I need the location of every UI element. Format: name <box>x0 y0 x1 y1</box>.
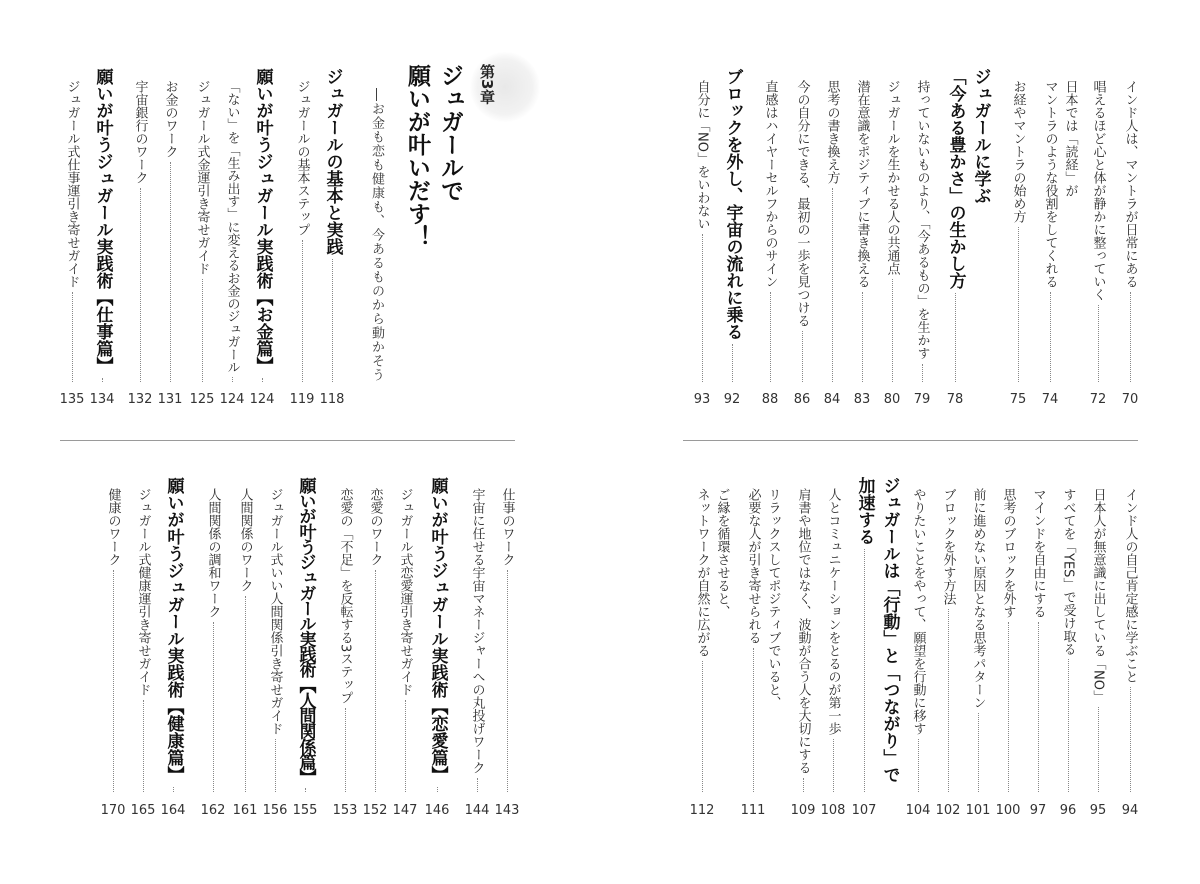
toc-section-heading[interactable] <box>293 477 317 792</box>
page-number: 125 <box>189 392 215 407</box>
toc-entry[interactable] <box>363 488 387 792</box>
toc-entry-title: マントラのような役割をしてくれる <box>1042 80 1058 288</box>
page-number: 86 <box>793 392 811 407</box>
toc-entry-title: お金のワーク <box>162 80 178 158</box>
page-number: 70 <box>1121 392 1139 407</box>
page-number: 72 <box>1089 392 1107 407</box>
chapter-subtitle: ―お金も恋も健康も、今あるものから動かそう <box>369 88 384 382</box>
page-number: 135 <box>59 392 85 407</box>
toc-entry-title: ご縁を循環させると、 <box>714 488 730 618</box>
leader-dots <box>1008 622 1009 792</box>
page-number: 78 <box>946 392 964 407</box>
leader-dots <box>702 661 703 792</box>
page-number: 83 <box>853 392 871 407</box>
toc-entry-title: ジュガールの基本と実践 <box>322 68 343 255</box>
leader-dots <box>753 648 754 792</box>
toc-entry-title: ジュガール式健康運引き寄せガイド <box>135 488 151 696</box>
leader-dots <box>803 778 804 792</box>
toc-entry[interactable] <box>966 488 990 792</box>
page-number: 147 <box>392 803 418 818</box>
toc-entry-title: 願いが叶うジュガール実践術【健康篇】 <box>163 477 184 783</box>
leader-dots <box>833 739 834 792</box>
toc-entry-title: 健康のワーク <box>105 488 121 566</box>
leader-dots <box>770 292 771 382</box>
page-number: 124 <box>249 392 275 407</box>
toc-section-heading[interactable] <box>250 68 274 382</box>
toc-entry[interactable] <box>1056 488 1080 792</box>
toc-entry-title: マインドを自由にする <box>1030 488 1046 618</box>
toc-entry-title: 宇宙銀行のワーク <box>132 80 148 184</box>
toc-entry-title: 人とコミュニケーションをとるのが第一歩 <box>825 488 841 735</box>
page-number: 109 <box>790 803 816 818</box>
toc-entry[interactable] <box>741 488 765 792</box>
toc-entry[interactable] <box>821 488 845 792</box>
page-number: 100 <box>995 803 1021 818</box>
toc-entry[interactable] <box>850 80 874 382</box>
page-number: 74 <box>1041 392 1059 407</box>
leader-dots <box>113 570 114 792</box>
page-number: 131 <box>157 392 183 407</box>
leader-dots <box>1038 622 1039 792</box>
leader-dots <box>864 549 865 792</box>
toc-entry-title: リラックスしてポジティブでいると、 <box>765 488 781 709</box>
leader-dots <box>245 596 246 792</box>
toc-entry-title: インド人の自己肯定感に学ぶこと <box>1122 488 1138 683</box>
toc-entry-title: 「ない」を「生み出す」に変えるお金のジュガール <box>224 80 240 374</box>
toc-entry-title: 肩書や地位ではなく、波動が合う人を大切にする <box>795 488 811 774</box>
page-number: 170 <box>100 803 126 818</box>
page-number: 111 <box>740 803 766 818</box>
page-number: 124 <box>219 392 245 407</box>
toc-entry-title: 日本では「読経」が <box>1062 80 1078 197</box>
toc-entry-title: 今の自分にできる、最初の一歩を見つける <box>794 80 810 327</box>
page-number: 162 <box>200 803 226 818</box>
page-number: 80 <box>883 392 901 407</box>
leader-dots <box>862 292 863 382</box>
toc-section-heading[interactable] <box>852 477 876 792</box>
toc-entry[interactable] <box>820 80 844 382</box>
leader-dots <box>262 378 263 382</box>
page-number: 134 <box>89 392 115 407</box>
leader-dots <box>507 570 508 792</box>
toc-entry[interactable] <box>131 488 155 792</box>
toc-entry-title: 「今ある豊かさ」の生かし方 <box>945 68 966 289</box>
page-number: 95 <box>1089 803 1107 818</box>
toc-entry[interactable] <box>201 488 225 792</box>
toc-entry-title: 必要な人が引き寄せられる <box>745 488 761 644</box>
toc-entry-title: 人間関係のワーク <box>237 488 253 592</box>
toc-entry[interactable] <box>1118 488 1142 792</box>
toc-entry[interactable] <box>495 488 519 792</box>
page-number: 75 <box>1009 392 1027 407</box>
toc-entry-title: 日本人が無意識に出している「NO」 <box>1090 488 1106 703</box>
toc-entry-title: 願いが叶うジュガール実践術【お金篇】 <box>252 68 273 374</box>
toc-section-heading[interactable] <box>720 68 744 382</box>
toc-entry[interactable] <box>1006 80 1030 382</box>
chapter-label: 第3章 <box>478 64 496 105</box>
toc-entry-title: 仕事のワーク <box>499 488 515 566</box>
page-number: 118 <box>319 392 345 407</box>
toc-section-heading[interactable] <box>90 68 114 382</box>
page-number: 156 <box>262 803 288 818</box>
page-number: 161 <box>232 803 258 818</box>
page-number: 146 <box>424 803 450 818</box>
toc-section-heading[interactable] <box>968 68 992 204</box>
toc-entry-title: ジュガール式仕事運引き寄せガイド <box>64 80 80 288</box>
toc-entry[interactable] <box>996 488 1020 792</box>
toc-entry-title: 恋愛のワーク <box>367 488 383 566</box>
leader-dots <box>702 234 703 382</box>
chapter-title-line-2: 願いが叶いだす！ <box>404 64 430 248</box>
leader-dots <box>375 570 376 792</box>
toc-entry[interactable] <box>906 488 930 792</box>
toc-entry-title: 思考の書き換え方 <box>824 80 840 184</box>
leader-dots <box>332 259 333 382</box>
toc-entry-title: インド人は、マントラが日常にある <box>1122 80 1138 288</box>
toc-entry[interactable] <box>1086 488 1110 792</box>
toc-entry[interactable] <box>190 80 214 382</box>
toc-entry[interactable] <box>158 80 182 382</box>
page-number: 84 <box>823 392 841 407</box>
toc-entry[interactable] <box>1118 80 1142 382</box>
toc-entry-title: 前に進めない原因となる思考パターン <box>970 488 986 709</box>
toc-entry-title: 宇宙に任せる宇宙マネージャーへの丸投げワーク <box>469 488 485 774</box>
leader-dots <box>1050 292 1051 382</box>
leader-dots <box>405 700 406 792</box>
leader-dots <box>832 188 833 382</box>
page-number: 94 <box>1121 803 1139 818</box>
toc-entry[interactable] <box>220 80 244 382</box>
toc-entry-title: ジュガール式恋愛運引き寄せガイド <box>397 488 413 696</box>
page-number: 165 <box>130 803 156 818</box>
leader-dots <box>102 378 103 382</box>
toc-entry[interactable] <box>1086 80 1110 382</box>
toc-section-heading[interactable] <box>877 477 901 783</box>
toc-entry-title: 潜在意識をポジティブに書き換える <box>854 80 870 288</box>
toc-entry-title: 直感はハイヤーセルフからのサイン <box>762 80 778 288</box>
toc-entry[interactable] <box>393 488 417 792</box>
toc-entry-title: 唱えるほど心と体が静かに整っていく <box>1090 80 1106 301</box>
leader-dots <box>305 788 306 792</box>
toc-entry[interactable] <box>290 80 314 382</box>
section-divider-right <box>683 440 1138 441</box>
leader-dots <box>922 364 923 383</box>
toc-entry[interactable] <box>910 80 934 382</box>
chapter-title-line-1: ジュガールで <box>437 64 463 202</box>
toc-section-heading[interactable] <box>425 477 449 792</box>
section-divider-left <box>60 440 515 441</box>
page-number: 79 <box>913 392 931 407</box>
page-number: 119 <box>289 392 315 407</box>
leader-dots <box>1018 227 1019 382</box>
toc-entry[interactable] <box>128 80 152 382</box>
page-number: 102 <box>935 803 961 818</box>
leader-dots <box>918 739 919 792</box>
leader-dots <box>1130 687 1131 792</box>
toc-entry-title: 願いが叶うジュガール実践術【恋愛篇】 <box>427 477 448 783</box>
toc-entry[interactable] <box>333 488 357 792</box>
page-number: 152 <box>362 803 388 818</box>
page-number: 97 <box>1029 803 1047 818</box>
leader-dots <box>802 331 803 382</box>
leader-dots <box>232 377 233 382</box>
page-number: 108 <box>820 803 846 818</box>
toc-section-heading[interactable] <box>320 68 344 382</box>
page-number: 101 <box>965 803 991 818</box>
leader-dots <box>1130 292 1131 382</box>
page-number: 153 <box>332 803 358 818</box>
toc-entry-title: ブロックを外す方法 <box>940 488 956 605</box>
toc-entry-title: ジュガールは「行動」と「つながり」で <box>879 477 900 783</box>
toc-entry-title: ジュガールに学ぶ <box>970 68 991 204</box>
toc-entry-title: 恋愛の「不足」を反転する3ステップ <box>337 488 353 705</box>
toc-entry-title: やりたいことをやって、願望を行動に移す <box>910 488 926 735</box>
toc-entry-title: ブロックを外し、宇宙の流れに乗る <box>722 68 743 340</box>
toc-entry-title: すべてを「YES」で受け取る <box>1060 488 1076 656</box>
page-number: 92 <box>723 392 741 407</box>
page-number: 96 <box>1059 803 1077 818</box>
page-number: 88 <box>761 392 779 407</box>
page-number: 144 <box>464 803 490 818</box>
page-number: 107 <box>851 803 877 818</box>
toc-entry[interactable] <box>233 488 257 792</box>
toc-entry-title: 願いが叶うジュガール実践術【仕事篇】 <box>92 68 113 374</box>
toc-entry[interactable] <box>690 80 714 382</box>
leader-dots <box>72 292 73 382</box>
leader-dots <box>955 293 956 382</box>
page-number: 132 <box>127 392 153 407</box>
toc-entry[interactable] <box>790 80 814 382</box>
toc-entry-title: 願いが叶うジュガール実践術【人間関係篇】 <box>295 477 316 785</box>
leader-dots <box>140 188 141 382</box>
leader-dots <box>437 787 438 792</box>
toc-entry-title: ジュガール式いい人間関係引き寄せガイド <box>267 488 283 735</box>
toc-entry[interactable] <box>101 488 125 792</box>
page-number: 104 <box>905 803 931 818</box>
toc-section-heading[interactable] <box>943 68 967 382</box>
toc-entry-title: ジュガール式金運引き寄せガイド <box>194 80 210 275</box>
leader-dots <box>892 279 893 382</box>
toc-entry[interactable] <box>60 80 84 382</box>
toc-entry-title: ジュガールを生かせる人の共通点 <box>884 80 900 275</box>
leader-dots <box>477 778 478 792</box>
leader-dots <box>1098 305 1099 382</box>
toc-entry[interactable] <box>1038 80 1062 382</box>
leader-dots <box>202 279 203 382</box>
toc-entry-title: お経やマントラの始め方 <box>1010 80 1026 223</box>
toc-entry[interactable] <box>465 488 489 792</box>
toc-entry[interactable] <box>263 488 287 792</box>
toc-entry-title: 加速する <box>854 477 875 545</box>
leader-dots <box>302 240 303 382</box>
leader-dots <box>1098 707 1099 792</box>
page-number: 164 <box>160 803 186 818</box>
leader-dots <box>978 713 979 792</box>
toc-section-heading[interactable] <box>161 477 185 792</box>
toc-entry[interactable] <box>1026 488 1050 792</box>
leader-dots <box>170 162 171 382</box>
leader-dots <box>732 344 733 382</box>
leader-dots <box>143 700 144 792</box>
leader-dots <box>948 609 949 792</box>
leader-dots <box>213 622 214 792</box>
toc-entry-title: 自分に「NO」をいわない <box>694 80 710 230</box>
page-number: 112 <box>689 803 715 818</box>
toc-entry[interactable] <box>880 80 904 382</box>
leader-dots <box>345 708 346 792</box>
page-number: 93 <box>693 392 711 407</box>
toc-entry[interactable] <box>936 488 960 792</box>
toc-entry[interactable] <box>690 488 714 792</box>
toc-entry-title: ネットワークが自然に広がる <box>694 488 710 657</box>
toc-entry-title: 人間関係の調和ワーク <box>205 488 221 618</box>
page-number: 143 <box>494 803 520 818</box>
leader-dots <box>173 787 174 792</box>
toc-entry-title: 思考のブロックを外す <box>1000 488 1016 618</box>
toc-entry[interactable] <box>791 488 815 792</box>
toc-entry-title: 持っていないものより、「今あるもの」を生かす <box>914 80 930 360</box>
toc-entry[interactable] <box>758 80 782 382</box>
leader-dots <box>275 739 276 792</box>
page-number: 155 <box>292 803 318 818</box>
toc-entry-title: ジュガールの基本ステップ <box>294 80 310 236</box>
leader-dots <box>1068 659 1069 792</box>
